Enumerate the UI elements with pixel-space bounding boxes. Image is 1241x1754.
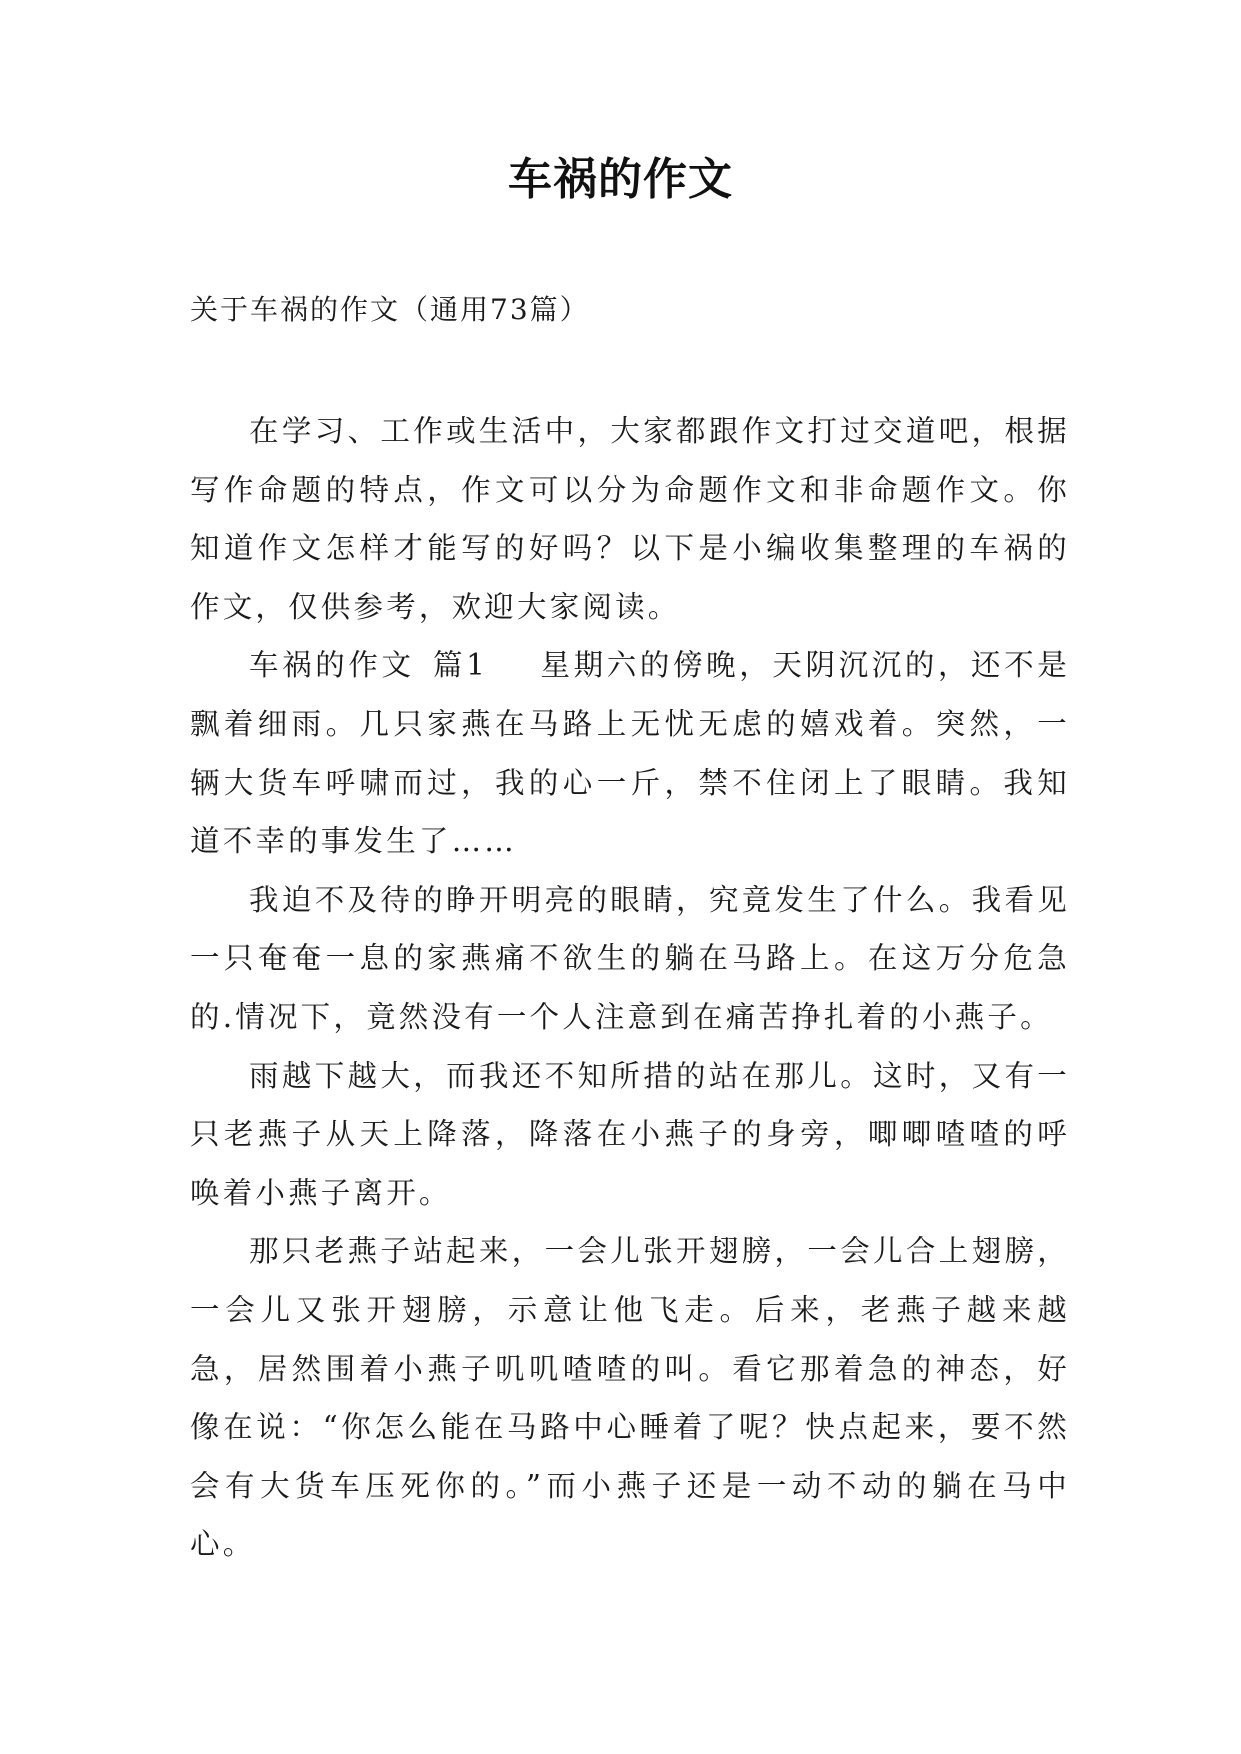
section-label: 车祸的作文 (249, 648, 415, 683)
document-body (190, 402, 1070, 1574)
body-paragraph-1: 星期六的傍晚，天阴沉沉的，还不是飘着细雨。几只家燕在马路上无忧无虑的嬉戏着。突然，一辆大货车呼啸而过，我的心一斤，禁不住闭上了眼睛。我知道不幸的事发生了…… (190, 648, 1070, 859)
intro-paragraph: 在学习、工作或生活中，大家都跟作文打过交道吧，根据写作命题的特点，作文可以分为命题作文和非命题作文。你知道作文怎样才能写的好吗？以下是小编收集整理的车祸的作文，仅供参考，欢迎大家阅读。 (190, 414, 1070, 624)
body-paragraph-4: 那只老燕子站起来，一会儿张开翅膀，一会儿合上翅膀，一会儿又张开翅膀，示意让他飞走。后来，老燕子越来越急，居然围着小燕子叽叽喳喳的叫。看它那着急的神态，好像在说：“你怎么能在马路中心睡着了呢？快点起来，要不然会有大货车压死你的。”而小燕子还是一动不动的躺在马中心。 (190, 1234, 1070, 1562)
section-1-paragraph (190, 636, 1070, 870)
body-paragraph-2: 我迫不及待的睁开明亮的眼睛，究竟发生了什么。我看见一只奄奄一息的家燕痛不欲生的躺在马路上。在这万分危急的.情况下，竟然没有一个人注意到在痛苦挣扎着的小燕子。 (190, 882, 1070, 1034)
document-title: 车祸的作文 (508, 154, 733, 205)
document-subtitle: 关于车祸的作文（通用73篇） (190, 293, 590, 326)
body-paragraph-3: 雨越下越大，而我还不知所措的站在那儿。这时，又有一只老燕子从天上降落，降落在小燕子的身旁，唧唧喳喳的呼唤着小燕子离开。 (190, 1058, 1070, 1210)
section-number: 篇1 (432, 648, 489, 683)
